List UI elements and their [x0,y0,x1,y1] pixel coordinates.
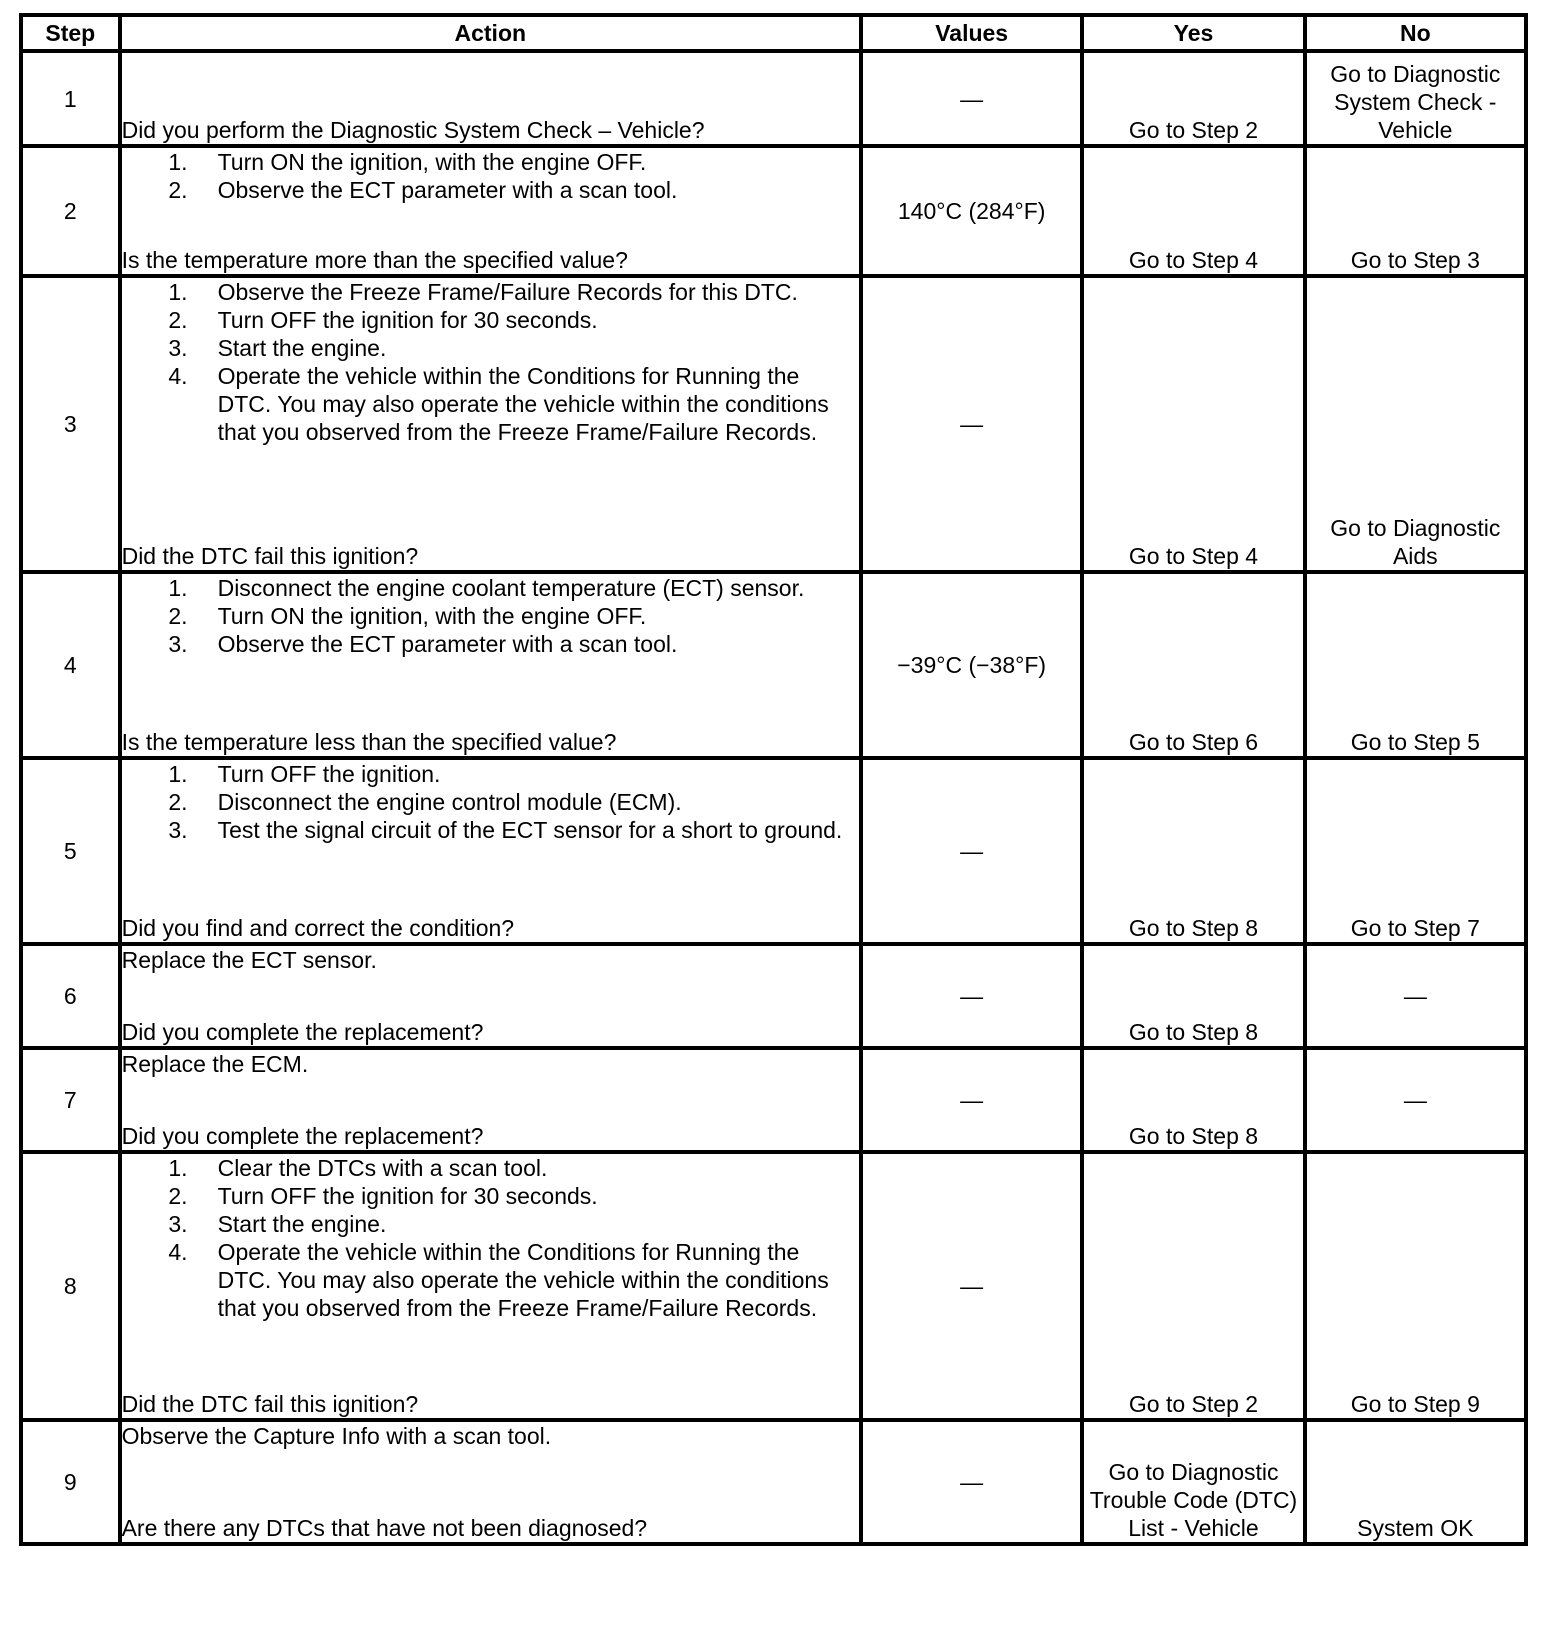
list-item-number: 2. [168,307,188,333]
no-cell: Go to Step 9 [1305,1152,1526,1420]
action-cell [120,146,861,276]
yes-cell: Go to Step 4 [1082,146,1304,276]
list-item [122,602,859,630]
list-item-text: Observe the ECT parameter with a scan tool. [217,177,678,203]
list-item-text: Observe the Freeze Frame/Failure Records for this DTC. [217,279,798,305]
header-step: Step [21,15,120,51]
list-item-number: 3. [168,817,188,843]
list-item-text: Test the signal circuit of the ECT sensor for a short to ground. [217,817,843,843]
value-cell: — [861,276,1082,572]
table-row [21,1048,1526,1152]
header-action: Action [120,15,861,51]
yes-cell: Go to Step 8 [1082,1048,1304,1152]
step-number: 5 [21,758,120,944]
list-item-number: 3. [168,335,188,361]
yes-cell: Go to Step 6 [1082,572,1304,758]
no-cell: — [1305,944,1526,1048]
value-cell: 140°C (284°F) [861,146,1082,276]
value-cell: — [861,758,1082,944]
list-item-number: 4. [168,363,188,389]
step-number: 9 [21,1420,120,1544]
action-question: Did you complete the replacement? [121,1123,484,1149]
table-row [21,51,1526,146]
value-cell: — [861,1420,1082,1544]
table-row [21,1420,1526,1544]
action-intro: Replace the ECM. [121,1051,309,1077]
action-intro: Replace the ECT sensor. [121,947,377,973]
list-item-text: Turn ON the ignition, with the engine OFF. [217,603,647,629]
yes-cell: Go to Step 8 [1082,758,1304,944]
no-cell: System OK [1305,1420,1526,1544]
table-row [21,1152,1526,1420]
table-row [21,758,1526,944]
list-item-text: Operate the vehicle within the Conditions for Running the DTC. You may also operate the vehicle within the conditions that you observed from the Freeze Frame/Failure Records. [217,363,829,445]
yes-cell: Go to Step 2 [1082,1152,1304,1420]
step-number: 4 [21,572,120,758]
table-row [21,944,1526,1048]
no-cell: — [1305,1048,1526,1152]
action-cell [120,276,861,572]
list-item-number: 2. [168,603,188,629]
no-cell: Go to Step 7 [1305,758,1526,944]
action-cell [120,1152,861,1420]
list-item [122,176,859,204]
step-number: 2 [21,146,120,276]
header-row [21,15,1526,51]
list-item-text: Turn OFF the ignition for 30 seconds. [217,1183,598,1209]
action-question: Did you perform the Diagnostic System Check – Vehicle? [121,117,705,143]
list-item-number: 4. [168,1239,188,1265]
list-item-number: 1. [168,279,188,305]
action-question: Did you find and correct the condition? [121,915,515,941]
list-item [122,1182,859,1210]
list-item-number: 3. [168,1211,188,1237]
action-steps-list [122,148,859,204]
value-cell: −39°C (−38°F) [861,572,1082,758]
list-item [122,760,859,788]
step-number: 7 [21,1048,120,1152]
list-item [122,574,859,602]
no-cell: Go to Diagnostic Aids [1305,276,1526,572]
list-item [122,1238,859,1322]
list-item-text: Turn OFF the ignition. [217,761,441,787]
list-item-number: 3. [168,631,188,657]
table-row [21,146,1526,276]
no-cell: Go to Step 3 [1305,146,1526,276]
action-cell [120,758,861,944]
list-item-number: 1. [168,1155,188,1181]
list-item-text: Start the engine. [217,335,387,361]
action-question: Did you complete the replacement? [121,1019,484,1045]
list-item-text: Disconnect the engine control module (ECM). [217,789,682,815]
list-item-text: Turn ON the ignition, with the engine OFF. [217,149,647,175]
action-cell [120,944,861,1048]
no-cell: Go to Diagnostic System Check - Vehicle [1305,51,1526,146]
list-item-number: 1. [168,761,188,787]
value-cell: — [861,944,1082,1048]
list-item [122,278,859,306]
step-number: 1 [21,51,120,146]
table-row [21,572,1526,758]
action-question: Are there any DTCs that have not been diagnosed? [121,1515,648,1541]
list-item-number: 2. [168,1183,188,1209]
list-item [122,630,859,658]
action-cell [120,1048,861,1152]
table-row [21,276,1526,572]
action-intro: Observe the Capture Info with a scan tool. [121,1423,552,1449]
list-item-text: Observe the ECT parameter with a scan tool. [217,631,678,657]
list-item-number: 1. [168,149,188,175]
list-item [122,362,859,446]
action-cell [120,1420,861,1544]
diagnostic-table [19,13,1528,1546]
action-question: Did the DTC fail this ignition? [121,1391,419,1417]
action-question: Is the temperature less than the specified value? [121,729,617,755]
header-yes: Yes [1082,15,1304,51]
yes-cell: Go to Diagnostic Trouble Code (DTC) List - Vehicle [1082,1420,1304,1544]
value-cell: — [861,1152,1082,1420]
list-item [122,148,859,176]
step-number: 6 [21,944,120,1048]
list-item [122,816,859,844]
list-item-number: 2. [168,177,188,203]
list-item [122,788,859,816]
value-cell: — [861,51,1082,146]
action-steps-list [122,278,859,446]
list-item-text: Start the engine. [217,1211,387,1237]
header-no: No [1305,15,1526,51]
step-number: 8 [21,1152,120,1420]
action-question: Is the temperature more than the specified value? [121,247,628,273]
list-item-text: Disconnect the engine coolant temperature (ECT) sensor. [217,575,805,601]
list-item-text: Turn OFF the ignition for 30 seconds. [217,307,598,333]
action-cell [120,572,861,758]
list-item [122,1210,859,1238]
list-item-text: Operate the vehicle within the Conditions for Running the DTC. You may also operate the vehicle within the conditions that you observed from the Freeze Frame/Failure Records. [217,1239,829,1321]
action-question: Did the DTC fail this ignition? [121,543,419,569]
list-item [122,334,859,362]
no-cell: Go to Step 5 [1305,572,1526,758]
table-body [21,51,1526,1544]
header-values: Values [861,15,1082,51]
step-number: 3 [21,276,120,572]
list-item [122,306,859,334]
list-item-text: Clear the DTCs with a scan tool. [217,1155,548,1181]
list-item [122,1154,859,1182]
list-item-number: 2. [168,789,188,815]
value-cell: — [861,1048,1082,1152]
yes-cell: Go to Step 8 [1082,944,1304,1048]
action-steps-list [122,760,859,844]
action-steps-list [122,1154,859,1322]
yes-cell: Go to Step 4 [1082,276,1304,572]
action-steps-list [122,574,859,658]
list-item-number: 1. [168,575,188,601]
yes-cell: Go to Step 2 [1082,51,1304,146]
action-cell [120,51,861,146]
